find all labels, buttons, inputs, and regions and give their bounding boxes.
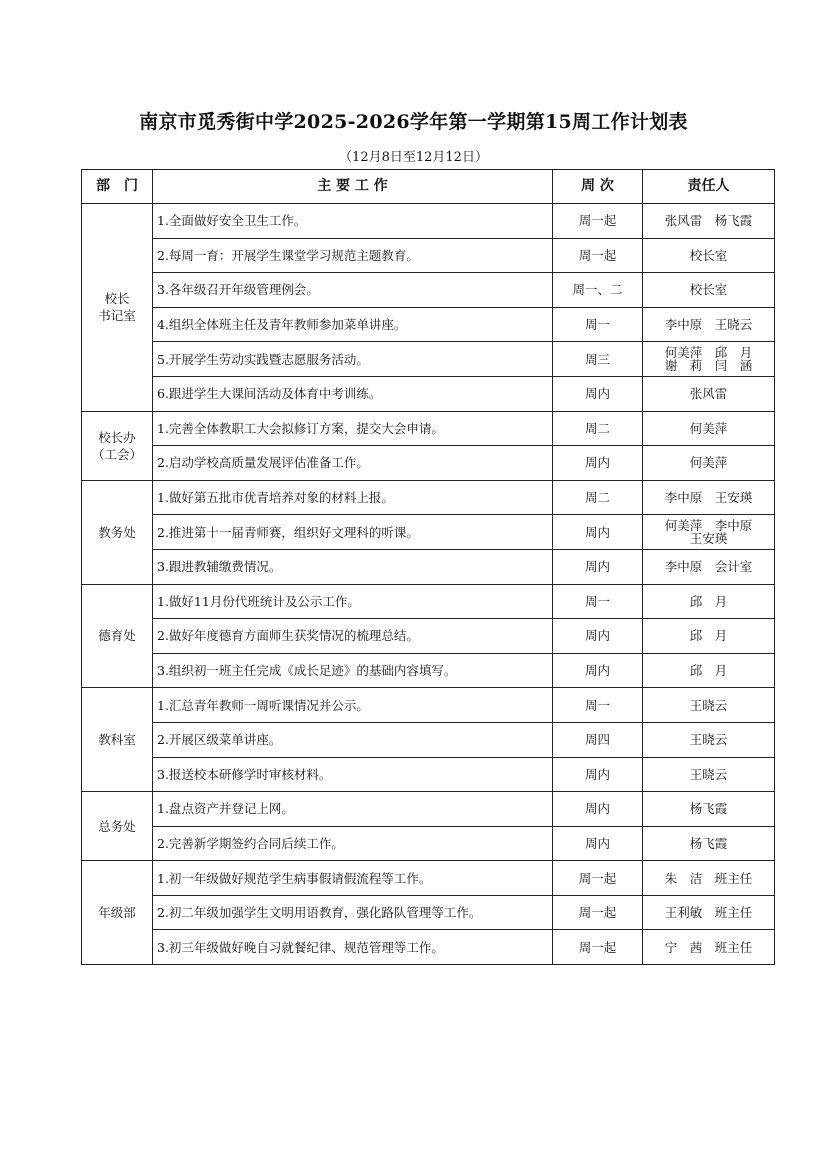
week-cell: 周一 bbox=[553, 584, 643, 619]
header-week: 周 次 bbox=[553, 170, 643, 204]
task-cell: 3.各年级召开年级管理例会。 bbox=[153, 273, 553, 308]
week-cell: 周内 bbox=[553, 826, 643, 861]
owner-name: 王晓云 bbox=[689, 766, 728, 782]
week-cell: 周内 bbox=[553, 549, 643, 584]
dept-name: 教科室 bbox=[98, 732, 136, 748]
dept-cell bbox=[82, 480, 153, 584]
owner-cell bbox=[643, 549, 775, 584]
task-cell: 2.初二年级加强学生文明用语教育，强化路队管理等工作。 bbox=[153, 895, 553, 930]
table-row bbox=[82, 584, 775, 619]
dept-cell bbox=[82, 688, 153, 792]
dept-cell bbox=[82, 792, 153, 861]
task-cell: 3.跟进教辅缴费情况。 bbox=[153, 549, 553, 584]
task-cell: 2.推进第十一届青师赛，组织好文理科的听课。 bbox=[153, 515, 553, 550]
table-row bbox=[82, 619, 775, 654]
table-row bbox=[82, 722, 775, 757]
owner-cell bbox=[643, 411, 775, 446]
week-cell: 周一 bbox=[553, 688, 643, 723]
task-cell: 2.每周一育：开展学生课堂学习规范主题教育。 bbox=[153, 238, 553, 273]
week-cell: 周一起 bbox=[553, 861, 643, 896]
week-cell: 周一起 bbox=[553, 930, 643, 965]
owner-cell bbox=[643, 342, 775, 377]
week-cell: 周三 bbox=[553, 342, 643, 377]
task-cell: 4.组织全体班主任及青年教师参加菜单讲座。 bbox=[153, 307, 553, 342]
week-cell: 周四 bbox=[553, 722, 643, 757]
week-cell: 周内 bbox=[553, 792, 643, 827]
task-cell: 1.全面做好安全卫生工作。 bbox=[153, 204, 553, 239]
owner-cell bbox=[643, 446, 775, 481]
work-plan-table bbox=[81, 169, 775, 965]
task-cell: 2.做好年度德育方面师生获奖情况的梳理总结。 bbox=[153, 619, 553, 654]
task-cell: 2.启动学校高质量发展评估准备工作。 bbox=[153, 446, 553, 481]
table-row bbox=[82, 826, 775, 861]
owner-name: 杨飞霞 bbox=[689, 801, 728, 817]
owner-cell bbox=[643, 861, 775, 896]
dept-cell bbox=[82, 861, 153, 965]
owner-name: 校长室 bbox=[689, 282, 728, 298]
week-cell: 周一起 bbox=[553, 895, 643, 930]
week-cell: 周内 bbox=[553, 757, 643, 792]
dept-name: 总务处 bbox=[98, 818, 136, 834]
owner-name: 王利敏 班主任 bbox=[664, 905, 753, 921]
owner-cell bbox=[643, 688, 775, 723]
week-cell: 周内 bbox=[553, 515, 643, 550]
table-row bbox=[82, 757, 775, 792]
task-cell: 5.开展学生劳动实践暨志愿服务活动。 bbox=[153, 342, 553, 377]
table-row bbox=[82, 549, 775, 584]
task-cell: 2.完善新学期签约合同后续工作。 bbox=[153, 826, 553, 861]
owner-name: 邱 月 bbox=[689, 593, 728, 609]
owner-cell bbox=[643, 826, 775, 861]
week-cell: 周二 bbox=[553, 480, 643, 515]
owner-name: 王晓云 bbox=[689, 732, 728, 748]
table-row bbox=[82, 480, 775, 515]
owner-cell bbox=[643, 653, 775, 688]
owner-cell bbox=[643, 619, 775, 654]
owner-cell bbox=[643, 722, 775, 757]
owner-name: 邱 月 bbox=[689, 628, 728, 644]
task-cell: 3.组织初一班主任完成《成长足迹》的基础内容填写。 bbox=[153, 653, 553, 688]
owner-name: 何美萍 邱 月 bbox=[664, 345, 753, 361]
owner-cell bbox=[643, 204, 775, 239]
task-cell: 1.做好第五批市优青培养对象的材料上报。 bbox=[153, 480, 553, 515]
owner-name: 谢 莉 闫 涵 bbox=[664, 358, 753, 374]
owner-name: 杨飞霞 bbox=[689, 835, 728, 851]
table-body bbox=[82, 204, 775, 965]
header-dept: 部 门 bbox=[82, 170, 153, 204]
dept-cell bbox=[82, 411, 153, 480]
owner-cell bbox=[643, 307, 775, 342]
task-cell: 3.初三年级做好晚自习就餐纪律、规范管理等工作。 bbox=[153, 930, 553, 965]
dept-cell bbox=[82, 204, 153, 412]
dept-name: 校长办 bbox=[98, 429, 136, 445]
task-cell: 3.报送校本研修学时审核材料。 bbox=[153, 757, 553, 792]
table-row bbox=[82, 204, 775, 239]
week-cell: 周二 bbox=[553, 411, 643, 446]
owner-cell bbox=[643, 480, 775, 515]
table-row bbox=[82, 273, 775, 308]
owner-cell bbox=[643, 792, 775, 827]
owner-name: 何美萍 bbox=[689, 420, 728, 436]
owner-name: 何美萍 bbox=[689, 455, 728, 471]
table-row bbox=[82, 515, 775, 550]
task-cell: 1.完善全体教职工大会拟修订方案，提交大会申请。 bbox=[153, 411, 553, 446]
week-cell: 周内 bbox=[553, 653, 643, 688]
week-cell: 周一起 bbox=[553, 204, 643, 239]
week-cell: 周一、二 bbox=[553, 273, 643, 308]
dept-name: 书记室 bbox=[98, 308, 136, 324]
table-row bbox=[82, 307, 775, 342]
owner-name: 宁 茜 班主任 bbox=[664, 939, 753, 955]
task-cell: 1.做好11月份代班统计及公示工作。 bbox=[153, 584, 553, 619]
table-row bbox=[82, 653, 775, 688]
dept-cell bbox=[82, 584, 153, 688]
table-row bbox=[82, 895, 775, 930]
date-range-subtitle: （12月8日至12月12日） bbox=[339, 150, 488, 165]
table-row bbox=[82, 376, 775, 411]
week-cell: 周内 bbox=[553, 619, 643, 654]
owner-name: 何美萍 李中原 bbox=[664, 518, 753, 534]
owner-name: 王晓云 bbox=[689, 697, 728, 713]
table-row bbox=[82, 861, 775, 896]
table-row bbox=[82, 688, 775, 723]
owner-name: 李中原 王安瑛 bbox=[664, 490, 753, 506]
owner-name: 张风雷 杨飞霞 bbox=[664, 213, 753, 229]
dept-name: 年级部 bbox=[98, 905, 136, 921]
task-cell: 2.开展区级菜单讲座。 bbox=[153, 722, 553, 757]
owner-name: 李中原 会计室 bbox=[664, 559, 753, 575]
owner-cell bbox=[643, 515, 775, 550]
week-cell: 周一 bbox=[553, 307, 643, 342]
owner-name: 李中原 王晓云 bbox=[664, 317, 753, 333]
task-cell: 1.汇总青年教师一周听课情况并公示。 bbox=[153, 688, 553, 723]
week-cell: 周内 bbox=[553, 446, 643, 481]
week-cell: 周内 bbox=[553, 376, 643, 411]
page-title: 南京市觅秀街中学2025-2026学年第一学期第15周工作计划表 bbox=[139, 111, 688, 133]
dept-name: 校长 bbox=[104, 291, 130, 307]
owner-cell bbox=[643, 930, 775, 965]
task-cell: 6.跟进学生大课间活动及体育中考训练。 bbox=[153, 376, 553, 411]
header-owner: 责任人 bbox=[643, 170, 775, 204]
task-cell: 1.初一年级做好规范学生病事假请假流程等工作。 bbox=[153, 861, 553, 896]
table-row bbox=[82, 930, 775, 965]
table-row bbox=[82, 446, 775, 481]
owner-name: 校长室 bbox=[689, 247, 728, 263]
table-row bbox=[82, 411, 775, 446]
owner-name: 王安瑛 bbox=[689, 531, 728, 547]
dept-name: 教务处 bbox=[98, 524, 136, 540]
owner-name: 张风雷 bbox=[689, 386, 728, 402]
table-header-row bbox=[82, 170, 775, 204]
table-row bbox=[82, 238, 775, 273]
table-row bbox=[82, 792, 775, 827]
dept-name: 德育处 bbox=[98, 628, 136, 644]
owner-cell bbox=[643, 273, 775, 308]
owner-name: 朱 洁 班主任 bbox=[664, 870, 753, 886]
task-cell: 1.盘点资产并登记上网。 bbox=[153, 792, 553, 827]
header-task: 主 要 工 作 bbox=[153, 170, 553, 204]
owner-cell bbox=[643, 238, 775, 273]
dept-name: （工会） bbox=[91, 446, 142, 462]
owner-cell bbox=[643, 757, 775, 792]
owner-cell bbox=[643, 895, 775, 930]
owner-cell bbox=[643, 584, 775, 619]
owner-name: 邱 月 bbox=[689, 663, 728, 679]
week-cell: 周一起 bbox=[553, 238, 643, 273]
table-row bbox=[82, 342, 775, 377]
owner-cell bbox=[643, 376, 775, 411]
